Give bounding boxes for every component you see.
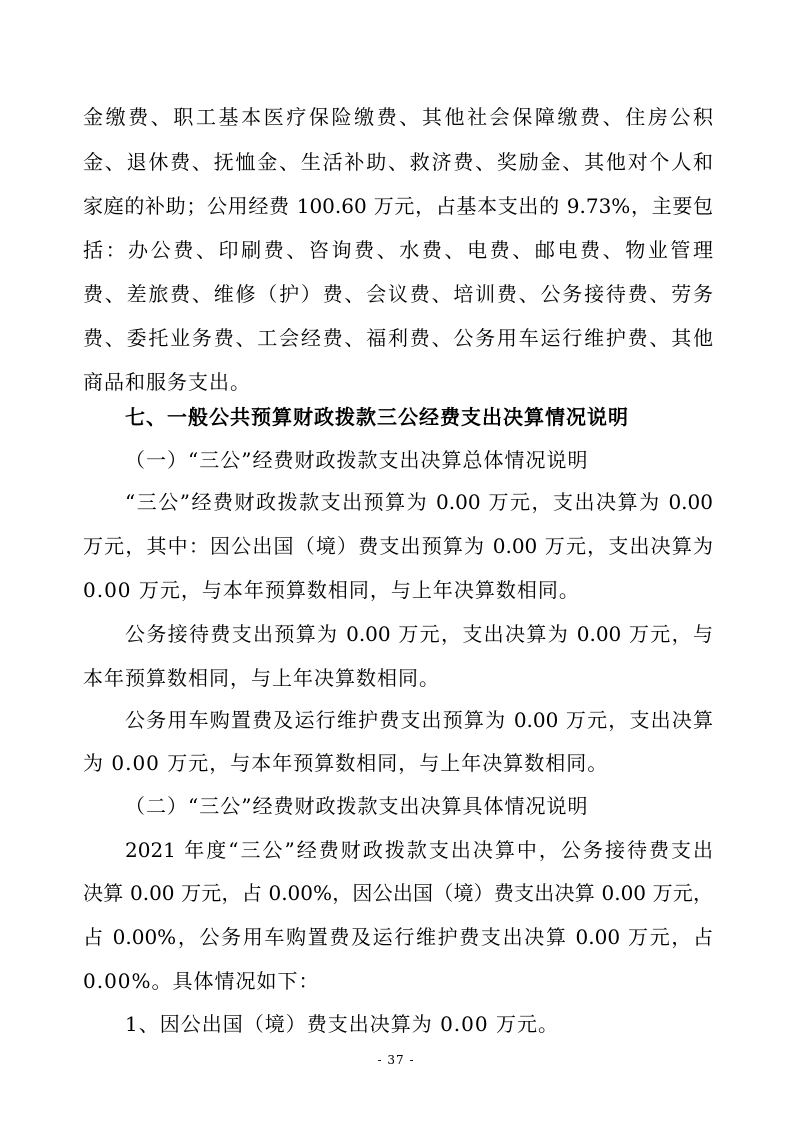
body-text-line: 0.00%。具体情况如下： — [83, 969, 320, 993]
body-text-line: 商品和服务支出。 — [83, 370, 251, 394]
page-number: - 37 - — [377, 1053, 415, 1067]
body-text-line: 本年预算数相同，与上年决算数相同。 — [83, 666, 440, 690]
subsection-heading-detail: （二）“三公”经费财政拨款支出决算具体情况说明 — [125, 794, 589, 818]
body-text-line: 占 0.00%，公务用车购置费及运行维护费支出决算 0.00 万元，占 — [83, 925, 713, 949]
body-text-line: 金缴费、职工基本医疗保险缴费、其他社会保障缴费、住房公积 — [83, 105, 713, 129]
body-text-line: 万元，其中：因公出国（境）费支出预算为 0.00 万元，支出决算为 — [83, 534, 713, 558]
body-text-line: 公务用车购置费及运行维护费支出预算为 0.00 万元，支出决算 — [125, 708, 713, 732]
body-text-line: 决算 0.00 万元，占 0.00%，因公出国（境）费支出决算 0.00 万元， — [83, 881, 713, 905]
body-text-line: 家庭的补助；公用经费 100.60 万元，占基本支出的 9.73%，主要包 — [83, 194, 713, 218]
section-heading: 七、一般公共预算财政拨款三公经费支出决算情况说明 — [125, 405, 629, 429]
body-text-line: 金、退休费、抚恤金、生活补助、救济费、奖励金、其他对个人和 — [83, 150, 713, 174]
body-text-line: “三公”经费财政拨款支出预算为 0.00 万元，支出决算为 0.00 — [125, 490, 713, 514]
body-text-line: 费、委托业务费、工会经费、福利费、公务用车运行维护费、其他 — [83, 326, 713, 350]
body-text-line: 为 0.00 万元，与本年预算数相同，与上年决算数相同。 — [83, 751, 609, 775]
body-text-line: 括：办公费、印刷费、咨询费、水费、电费、邮电费、物业管理 — [83, 238, 713, 262]
subsection-heading-overall: （一）“三公”经费财政拨款支出决算总体情况说明 — [125, 448, 589, 472]
body-text-line: 费、差旅费、维修（护）费、会议费、培训费、公务接待费、劳务 — [83, 282, 713, 306]
list-item-overseas-travel: 1、因公出国（境）费支出决算为 0.00 万元。 — [125, 1012, 559, 1036]
body-text-line: 0.00 万元，与本年预算数相同，与上年决算数相同。 — [83, 578, 580, 602]
body-text-line: 2021 年度“三公”经费财政拨款支出决算中，公务接待费支出 — [125, 838, 713, 862]
body-text-line: 公务接待费支出预算为 0.00 万元，支出决算为 0.00 万元，与 — [125, 622, 713, 646]
